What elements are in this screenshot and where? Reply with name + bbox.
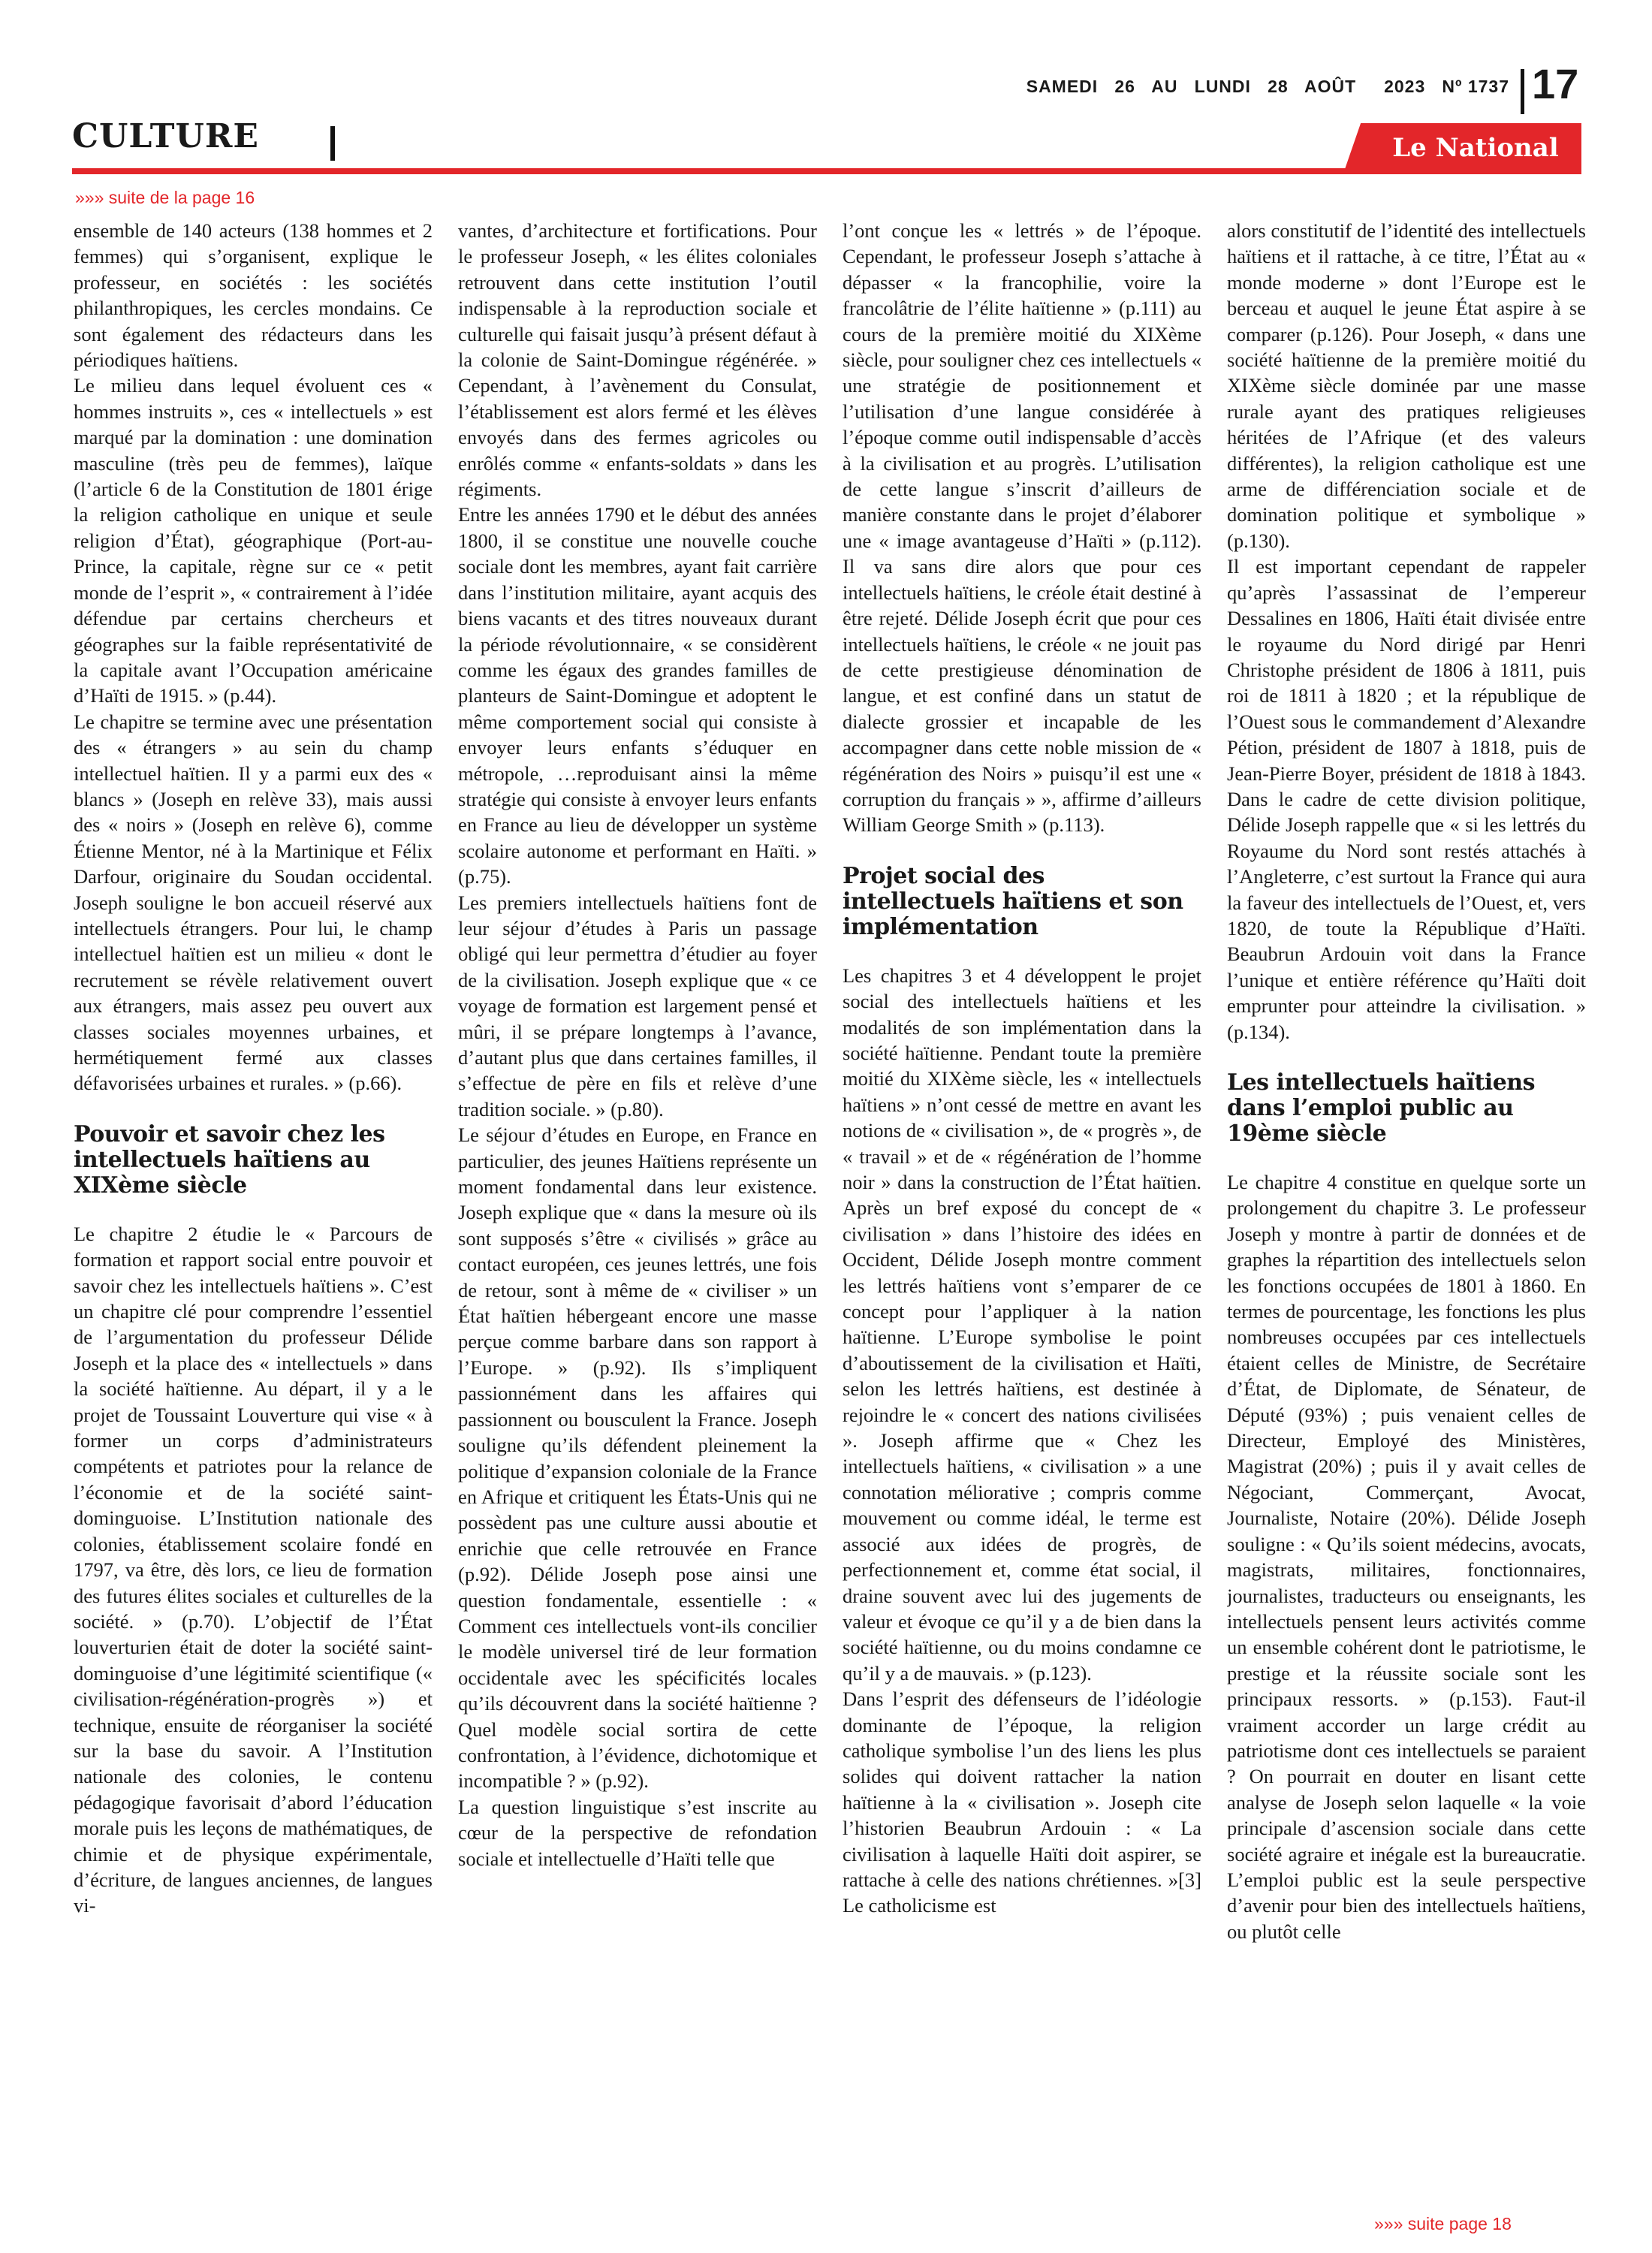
article-paragraph: Il est important cependant de rappeler qu’après l’assassinat de l’empereur Dessalines en 1806, Haïti était divisée entre le royaume du Nord dirigé par Henri Christophe président de 1806 à 1811, puis roi de 1811 à 1820 ; et la république de l’Ouest sous le commandement d’Alexandre Pétion, président de 1807 à 1818, puis de Jean-Pierre Boyer, président de 1818 à 1843. Dans le cadre de cette division politique, Délide Joseph rappelle que « si les lettrés du Royaume du Nord sont restés attachés à l’Angleterre, c’est surtout la France qui aura la faveur des intellectuels de l’Ouest, et, vers 1820, de toute la République d’Haïti. Beaubrun Ardouin voit dans la France l’unique et entière référence qu’Haïti doit emprunter pour atteindre la civilisation. » (p.134). [1227,555,1586,1043]
page-number: 17 [1532,60,1579,107]
article-paragraph: Les premiers intellectuels haïtiens font de leur séjour d’études à Paris un passage obligé qui leur permettra d’étudier au foyer de la civilisation. Joseph explique que « ce voyage de formation est largement pensé et mûri, il se prépare longtemps à l’avance, d’autant plus que dans certaines familles, il s’effectue de père en fils et relève d’une tradition sociale. » (p.80). [458,891,817,1120]
article-paragraph: Le chapitre se termine avec une présentation des « étrangers » au sein du champ intellectuel haïtien. Il y a parmi eux des « blancs » (Joseph en relève 33), mais aussi des « noirs » (Joseph en relève 6), comme Étienne Mentor, né à la Martinique et Félix Darfour, originaire du Soudan occidental. Joseph souligne le bon accueil réservé aux intellectuels étrangers. Pour lui, le champ intellectuel haïtien est un milieu « dont le recrutement se révèle relativement ouvert aux étrangers, mais assez peu ouvert aux classes sociales moyennes urbaines, et hermétiquement fermé aux classes défavorisées urbaines et rurales. » (p.66). [74,710,433,1095]
article-column-3 [843,218,1201,2200]
article-paragraph: La question linguistique s’est inscrite au cœur de la perspective de refondation sociale et intellectuelle d’Haïti telle que [458,1795,817,1870]
article-paragraph: Dans l’esprit des défenseurs de l’idéologie dominante de l’époque, la religion catholique symbolise l’un des liens les plus solides qui doivent rattacher la nation haïtienne à la « civilisation ». Joseph cite l’historien Beaubrun Ardouin : « La civilisation à laquelle Haïti doit aspirer, se rattache à celle des nations chrétiennes. »[3] Le catholicisme est [843,1687,1201,1917]
article-subheading: Projet social des intellectuels haïtiens et son implémentation [843,862,1183,940]
newspaper-brand: Le National [1392,133,1559,163]
article-subheading: Pouvoir et savoir chez les intellectuels haïtiens au XIXème siècle [74,1120,385,1199]
article-paragraph: Les chapitres 3 et 4 développent le projet social des intellectuels haïtiens et les modalités de son implémentation dans la société haïtienne. Pendant toute la première moitié du XIXème siècle, les « intellectuels haïtiens » n’ont cessé de mettre en avant les notions de « civilisation », de « progrès », de « travail » et de « régénération de l’homme noir » dans la construction de l’État haïtien. Après un bref exposé du concept de « civilisation » dans l’histoire des idées en Occident, Délide Joseph montre comment les lettrés haïtiens vont s’emparer de ce concept pour l’appliquer à la nation haïtienne. L’Europe symbolise le point d’aboutissement de la civilisation et Haïti, selon les lettrés haïtiens, est destinée à rejoindre le « concert des nations civilisées ». Joseph affirme que « Chez les intellectuels haïtiens, « civilisation » a une connotation méliorative ; compris comme mouvement ou comme idéal, le terme est associé aux idées de progrès, de perfectionnement et, comme état social, il draine souvent avec lui des jugements de valeur et évoque ce qu’il y a de bien dans la société haïtienne, ou du moins condamne ce qu’il y a de mauvais. » (p.123). [843,964,1201,1684]
continued-from-link[interactable]: »»» suite de la page 16 [75,188,255,207]
issue-date-line: SAMEDI 26 AU LUNDI 28 AOÛT 2023 Nº 1737 [1026,77,1509,96]
article-column-1 [74,218,433,2200]
article-paragraph: Le séjour d’études en Europe, en France en particulier, des jeunes Haïtiens représente un moment fondamental dans leur existence. Joseph explique que « dans la mesure où ils sont supposés s’être « civilisés » grâce au contact européen, ces jeunes lettrés, une fois de retour, sont à même de « civiliser » un État haïtien hébergeant encore une masse perçue comme barbare dans son rapport à l’Europe. » (p.92). Ils s’impliquent passionnément dans les affaires qui passionnent ou bousculent la France. Joseph souligne qu’ils défendent pleinement la politique d’expansion coloniale de la France en Afrique et critiquent les États-Unis qui ne possèdent pas une culture aussi aboutie et enrichie que celle retrouvée en France (p.92). Délide Joseph pose ainsi une question fondamentale, essentielle : « Comment ces intellectuels vont-ils concilier le modèle universel tiré de leur formation occidentale avec les spécificités locales qu’ils découvrent dans la société haïtienne ? Quel modèle social sortira de cette confrontation, à l’évidence, dichotomique et incompatible ? » (p.92). [458,1123,817,1793]
article-paragraph: alors constitutif de l’identité des intellectuels haïtiens et il rattache, à ce titre, l’État au « monde moderne » dont l’Europe est le berceau et auquel le jeune État aspire à se comparer (p.126). Pour Joseph, « dans une société haïtienne de la première moitié du XIXème siècle dominée par une masse rurale ayant des pratiques religieuses héritées de l’Afrique (et des valeurs différentes), la religion catholique est une arme de différenciation sociale et de domination politique et symbolique » (p.130). [1227,219,1586,552]
article-paragraph: vantes, d’architecture et fortifications. Pour le professeur Joseph, « les élites coloniales retrouvent dans cette institution l’outil indispensable à la reproduction sociale et culturelle qui faisait jusqu’à présent défaut à la colonie de Saint-Domingue régénérée. » Cependant, à l’avènement du Consulat, l’établissement est alors fermé et les élèves envoyés dans des fermes agricoles ou enrôlés comme « enfants-soldats » dans les régiments. [458,219,817,501]
article-column-4 [1227,218,1586,2200]
section-title: CULTURE [72,117,259,155]
continued-to-link[interactable]: »»» suite page 18 [1374,2214,1512,2233]
article-paragraph: Le chapitre 4 constitue en quelque sorte un prolongement du chapitre 3. Le professeur Joseph y montre à partir de données et de graphes la répartition des intellectuels selon les fonctions occupées de 1801 à 1860. En termes de pourcentage, les fonctions les plus nombreuses occupées par ces intellectuels étaient celles de Ministre, de Secrétaire d’État, de Diplomate, de Sénateur, de Député (93%) ; puis venaient celles de Directeur, Employé des Ministères, Magistrat (20%) ; puis il y avait celles de Négociant, Commerçant, Avocat, Journaliste, Notaire (20%). Délide Joseph souligne : « Qu’ils soient médecins, avocats, magistrats, militaires, fonctionnaires, journalistes, traducteurs ou enseignants, les intellectuels pensent leurs activités comme un ensemble cohérent dont le patriotisme, le prestige et la réussite sociale sont les principaux ressorts. » (p.153). Faut-il vraiment accorder un large crédit au patriotisme dont ces intellectuels se paraient ? On pourrait en douter en lisant cette analyse de Joseph selon laquelle « la voie principale d’ascension sociale dans cette société agraire et inégale est la bureaucratie. L’emploi public est la seule perspective d’avenir pour bien des intellectuels haïtiens, ou plutôt celle [1227,1171,1586,1943]
article-paragraph: l’ont conçue les « lettrés » de l’époque. Cependant, le professeur Joseph s’attache à dépasser « la francophilie, voire la francolâtrie de l’élite haïtienne » (p.111) au cours de la première moitié du XIXème siècle, pour souligner chez ces intellectuels « une stratégie de positionnement et l’utilisation d’une langue considérée à l’époque comme outil indispensable d’accès à la civilisation et au progrès. L’utilisation de cette langue s’inscrit d’ailleurs de manière constante dans le projet d’élaborer une « image avantageuse d’Haïti » (p.112). Il va sans dire alors que pour ces intellectuels haïtiens, le créole était destiné à être rejeté. Délide Joseph écrit que pour ces intellectuels haïtiens, le créole « ne jouit pas de cette prestigieuse dénomination de langue, et est confiné dans un statut de dialecte grossier et incapable de les accompagner dans cette noble mission de « régénération des Noirs » puisqu’il est une « corruption du français » », affirme d’ailleurs William George Smith » (p.113). [843,219,1201,837]
article-column-2 [458,218,817,2200]
article-paragraph: Le milieu dans lequel évoluent ces « hommes instruits », ces « intellectuels » est marqué par la domination : une domination masculine (très peu de femmes), laïque (l’article 6 de la Constitution de 1801 érige la religion catholique en unique et seule religion d’État), géographique (Port-au-Prince, la capitale, règne sur ce « petit monde de l’esprit », « contrairement à l’idée défendue par certains chercheurs et géographes sur la faible représentativité de la capitale avant l’Occupation américaine d’Haïti de 1915. » (p.44). [74,374,433,707]
article-subheading: Les intellectuels haïtiens dans l’emploi public au 19ème siècle [1227,1069,1535,1147]
section-divider [330,126,335,161]
article-paragraph: Le chapitre 2 étudie le « Parcours de formation et rapport social entre pouvoir et savoir chez les intellectuels haïtiens ». C’est un chapitre clé pour comprendre l’essentiel de l’argumentation du professeur Délide Joseph et la place des « intellectuels » dans la société haïtienne. Au départ, il y a le projet de Toussaint Louverture qui vise « à former un corps d’administrateurs compétents et patriotes pour la relance de l’économie et de la société saint-dominguoise. L’Institution nationale des colonies, établissement scolaire fondé en 1797, va être, dès lors, ce lieu de formation des futures élites sociales et culturelles de la société. » (p.70). L’objectif de l’État louverturien était de doter la société saint-dominguoise d’une légitimité scientifique (« civilisation-régénération-progrès ») et technique, ensuite de réorganiser la société sur la base du savoir. A l’Institution nationale des colonies, le contenu pédagogique favorisait d’abord l’éducation morale puis les leçons de mathématiques, de chimie et de physique expérimentale, d’écriture, de langues anciennes, de langues vi- [74,1222,433,1917]
article-paragraph: Entre les années 1790 et le début des années 1800, il se constitue une nouvelle couche sociale dont les membres, ayant fait carrière dans l’institution militaire, ayant acquis des biens vacants et des titres nouveaux durant la période révolutionnaire, « se considèrent comme les égaux des grandes familles de planteurs de Saint-Domingue et adoptent le même comportement social qui consiste à envoyer leurs enfants s’éduquer en métropole, …reproduisant ainsi la même stratégie qui consiste à envoyer leurs enfants en France au lieu de développer un système scolaire autonome et performant en Haïti. » (p.75). [458,503,817,888]
header-divider [1521,69,1524,114]
article-paragraph: ensemble de 140 acteurs (138 hommes et 2 femmes) qui s’organisent, explique le professeur, en sociétés : les sociétés philanthropiques, les cercles mondains. Ce sont également des rédacteurs dans les périodiques haïtiens. [74,219,433,372]
